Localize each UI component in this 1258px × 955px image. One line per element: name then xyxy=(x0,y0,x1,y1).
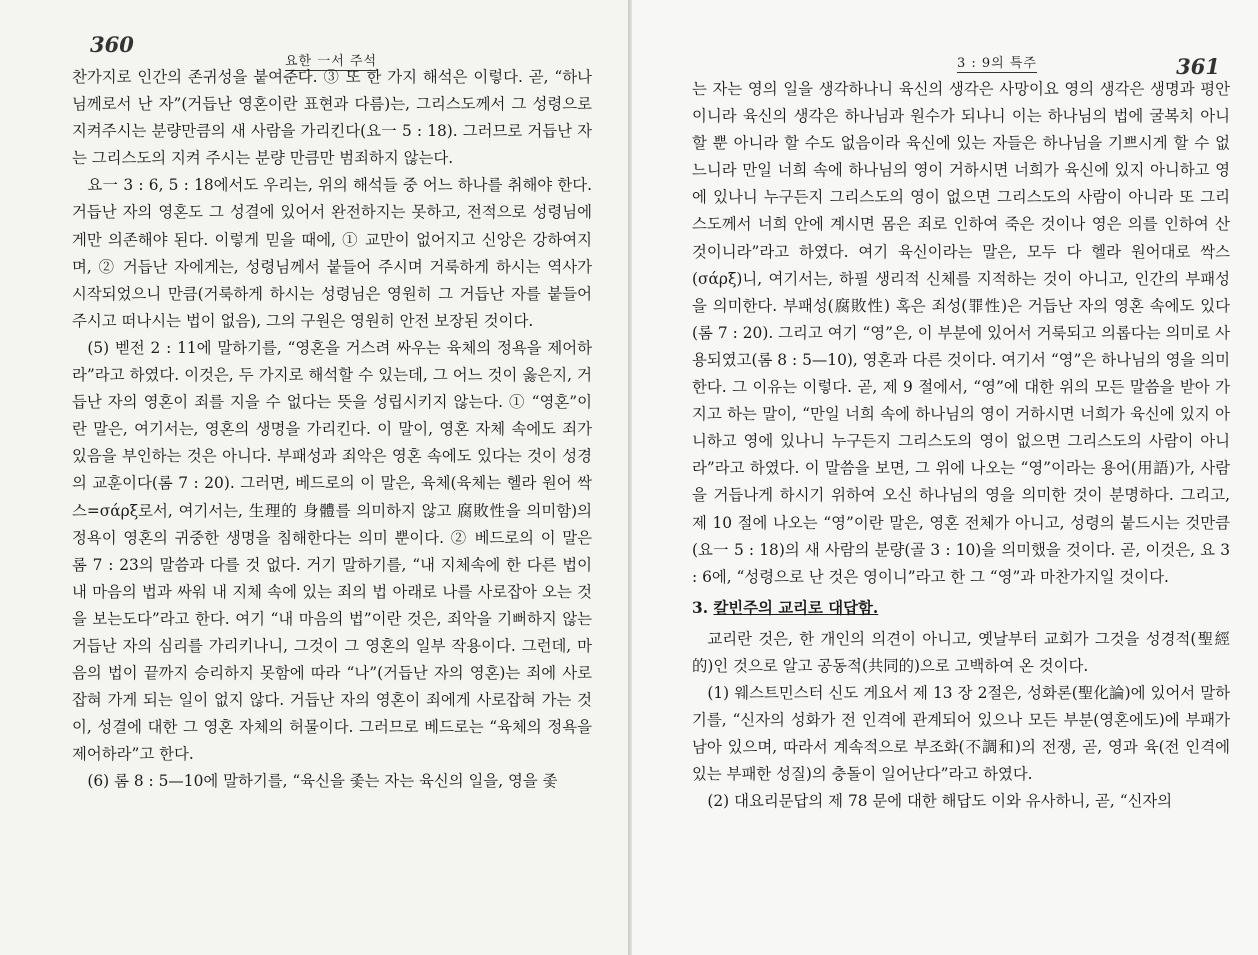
section-heading-title: 칼빈주의 교리로 대답함. xyxy=(713,598,879,617)
running-head: 3 : 9의 특주 xyxy=(957,52,1037,73)
right-page xyxy=(632,0,1258,955)
paragraph: (2) 대요리문답의 제 78 문에 대한 해답도 이와 유사하니, 곧, “신자의 xyxy=(707,792,1173,811)
paragraph: (5) 벧전 2 : 11에 말하기를, “영혼을 거스려 싸우는 육체의 정욕을 제어하라”라고 하였다. 이것은, 두 가지로 해석할 수 있는데, 그 어느 것이 옳은지, 거듭난 자의 영혼이 죄를 지을 수 없다는 뜻을 성립시키지 않는다. ① “영혼”이란 말은, 여기서는, 영혼의 생명을 가리킨다. 이 말이, 영혼 자체 속에도 죄가 있음을 부인하는 것은 아니다. 부패성과 죄악은 영혼 속에도 있다는 것이 성경의 교훈이다(롬 7 : 20). 그러면, 베드로의 이 말은, 육체(육체는 헬라 원어 싹스=σάρξ로서, 여기서는, 生理的 身體를 의미하지 않고 腐敗性을 의미함)의 정욕이 영혼의 귀중한 생명을 침해한다는 의미 뿐이다. ② 베드로의 이 말은 롬 7 : 23의 말씀과 다를 것 없다. 거기 말하기를, “내 지체속에 한 다른 법이 내 마음의 법과 싸워 내 지체 속에 있는 죄의 법 아래로 나를 사로잡아 오는 것을 보는도다”라고 한다. 여기 “내 마음의 법”이란 것은, 죄악을 기뻐하지 않는 거듭난 자의 심리를 가리키나니, 그것이 그 영혼의 일부 작용이다. 그런데, 마음의 법이 끝까지 승리하지 못함에 따라 “나”(거듭난 자의 영혼)는 죄에 사로잡혀 가게 되는 일이 없지 않다. 거듭난 자의 영혼이 죄에게 사로잡혀 가는 것이, 성결에 대한 그 영혼 자체의 허물이다. 그러므로 베드로는 “육체의 정욕을 제어하라”고 한다. xyxy=(72,338,592,764)
page-number: 360 xyxy=(90,32,134,57)
right-body-text xyxy=(692,76,1230,816)
paragraph: 는 자는 영의 일을 생각하나니 육신의 생각은 사망이요 영의 생각은 생명과 평안이니라 육신의 생각은 하나님과 원수가 되나니 이는 하나님의 법에 굴복치 아니할 뿐 아니라 할 수도 없음이라 육신에 있는 자들은 하나님을 기쁘시게 할 수 없느니라 만일 너희 속에 하나님의 영이 거하시면 너희가 육신에 있지 아니하고 영에 있나니 누구든지 그리스도의 영이 없으면 그리스도의 사람이 아니라 또 그리스도께서 너희 안에 계시면 몸은 죄로 인하여 죽은 것이나 영은 의를 인하여 산 것이니라”라고 하였다. 여기 육신이라는 말은, 모두 다 헬라 원어대로 싹스(σάρξ)니, 여기서는, 하필 생리적 신체를 지적하는 것이 아니고, 인간의 부패성을 의미한다. 부패성(腐敗性) 혹은 죄성(罪性)은 거듭난 자의 영혼 속에도 있다(롬 7 : 20). 그리고 여기 “영”은, 이 부분에 있어서 거룩되고 의롭다는 의미로 사용되였고(롬 8 : 5—10), 영혼과 다른 것이다. 여기서 “영”은 하나님의 영을 의미한다. 그 이유는 이렇다. 곧, 제 9 절에서, “영”에 대한 위의 모든 말씀을 받아 가지고 하는 말이, “만일 너희 속에 하나님의 영이 거하시면 너희가 육신에 있지 아니하고 영에 있나니 누구든지 그리스도의 영이 없으면 그리스도의 사람이 아니라”라고 하였다. 이 말씀을 보면, 그 위에 나오는 “영”이라는 용어(用語)가, 사람을 거듭나게 하시기 위하여 오신 하나님의 영을 의미한 것이 분명하다. 그리고, 제 10 절에 나오는 “영”이란 말은, 영혼 전체가 아니고, 성령의 붙드시는 것만큼(요一 5 : 18)의 새 사람의 분량(골 3 : 10)을 의미했을 것이다. 곧, 이것은, 요 3 : 6에, “성령으로 난 것은 영이니”라고 한 그 “영”과 마찬가지일 것이다. xyxy=(692,80,1230,586)
paragraph: 교리란 것은, 한 개인의 의견이 아니고, 옛날부터 교회가 그것을 성경적(聖經的)인 것으로 알고 공동적(共同的)으로 고백하여 온 것이다. xyxy=(692,629,1230,675)
paragraph: (6) 롬 8 : 5—10에 말하기를, “육신을 좇는 자는 육신의 일을, 영을 좇 xyxy=(87,772,558,791)
page-number: 361 xyxy=(1176,54,1220,79)
section-heading xyxy=(692,595,1230,622)
paragraph: 찬가지로 인간의 존귀성을 붙여준다. ③ 또 한 가지 해석은 이렇다. 곧, “하나님께로서 난 자”(거듭난 영혼이란 표현과 다름)는, 그리스도께서 그 성령으로 지켜주시는 분량만큼의 새 사람을 가리킨다(요一 5 : 18). 그러므로 거듭난 자는 그리스도의 지켜 주시는 분량 만큼만 범죄하지 않는다. xyxy=(72,68,592,168)
paragraph: (1) 웨스트민스터 신도 게요서 제 13 장 2절은, 성화론(聖化論)에 있어서 말하기를, “신자의 성화가 전 인격에 관계되어 있으나 모든 부분(영혼에도)에 부패가 남아 있으며, 따라서 계속적으로 부조화(不調和)의 전쟁, 곧, 영과 육(전 인격에 있는 부패한 성질)의 충돌이 일어난다”라고 하였다. xyxy=(692,684,1230,784)
running-head: 요한 一서 주석 xyxy=(285,50,377,71)
paragraph: 요一 3 : 6, 5 : 18에서도 우리는, 위의 해석들 중 어느 하나를 취해야 한다. 거듭난 자의 영혼도 그 성결에 있어서 완전하지는 못하고, 전적으로 성령님에게만 의존해야 된다. 이렇게 믿을 때에, ① 교만이 없어지고 신앙은 강하여지며, ② 거듭난 자에게는, 성령님께서 붙들어 주시며 거룩하게 하시는 역사가 시작되었으니 만큼(거룩하게 하시는 성령님은 영원히 그 거듭난 자를 붙들어 주시고 떠나시는 법이 없음), 그의 구원은 영원히 안전 보장된 것이다. xyxy=(72,176,592,330)
left-body-text xyxy=(72,64,592,796)
section-heading-number: 3. xyxy=(692,598,709,617)
